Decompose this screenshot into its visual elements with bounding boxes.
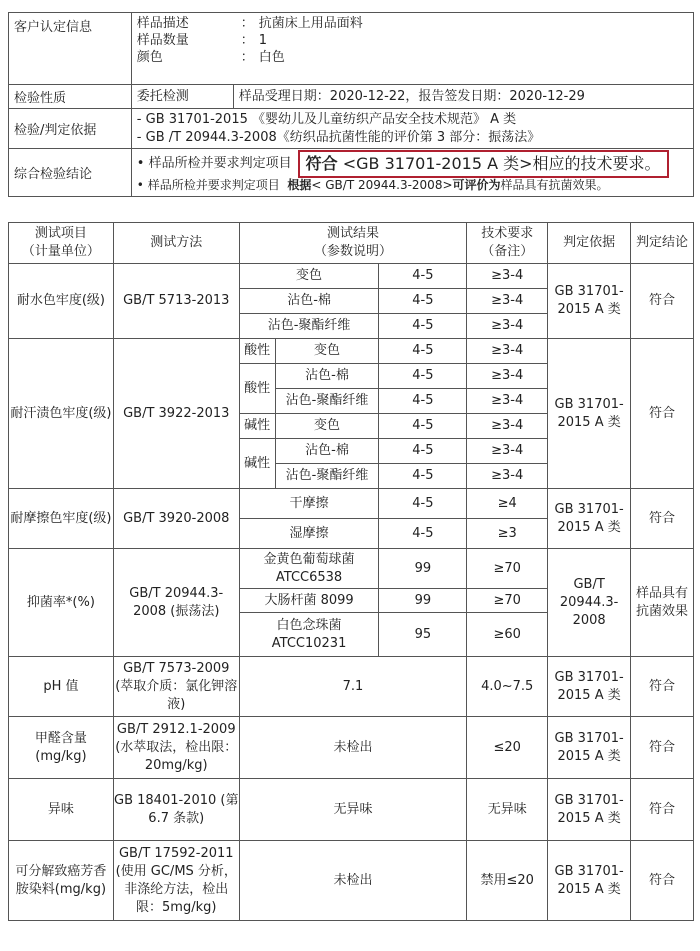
sep: ： [240, 16, 254, 31]
requirement: ≥3-4 [467, 439, 548, 464]
value: 4-5 [379, 364, 467, 389]
odor-value: 无异味 [239, 779, 467, 841]
inspection-dates: 样品受理日期：2020-12-22，报告签发日期：2020-12-29 [238, 89, 585, 104]
odor-item: 异味 [9, 779, 114, 841]
amine-value: 未检出 [239, 841, 467, 921]
antibac-item: 抑菌率*(%) [9, 549, 114, 657]
inspection-type-label: 检验性质 [9, 85, 132, 109]
param: 变色 [275, 414, 379, 439]
formaldehyde-basis: GB 31701-2015 A 类 [548, 717, 631, 779]
header-result: 测试结果 （参数说明） [239, 223, 467, 264]
conclusion-highlight-box [298, 150, 669, 178]
header-method: 测试方法 [113, 223, 239, 264]
formaldehyde-conclusion: 符合 [631, 717, 694, 779]
value: 4-5 [379, 389, 467, 414]
bullet: • [136, 156, 145, 171]
requirement: ≥70 [467, 589, 548, 613]
param: 湿摩擦 [239, 519, 379, 549]
antibac-conclusion: 样品具有抗菌效果 [631, 549, 694, 657]
requirement: ≥3-4 [467, 264, 548, 289]
param: 沾色-聚酯纤维 [275, 389, 379, 414]
param: 变色 [239, 264, 379, 289]
value: 4-5 [379, 264, 467, 289]
inspection-type-cell [131, 85, 693, 109]
amine-item: 可分解致癌芳香胺染料(mg/kg) [9, 841, 114, 921]
odor-requirement: 无异味 [467, 779, 548, 841]
param: 沾色-棉 [275, 439, 379, 464]
odor-conclusion: 符合 [631, 779, 694, 841]
requirement: ≥3-4 [467, 364, 548, 389]
sep: ： [240, 33, 254, 48]
value: 95 [379, 613, 467, 657]
param: 干摩擦 [239, 489, 379, 519]
value: 4-5 [379, 464, 467, 489]
header-row [9, 223, 694, 264]
sweat-basis: GB 31701-2015 A 类 [548, 339, 631, 489]
sweat-conclusion: 符合 [631, 339, 694, 489]
sep: ： [240, 50, 254, 65]
requirement: ≥3-4 [467, 389, 548, 414]
value: 4-5 [379, 314, 467, 339]
customer-info-values [131, 13, 693, 85]
basis-line-2: - GB /T 20944.3-2008《纺织品抗菌性能的评价第 3 部分：振荡法》 [136, 129, 541, 145]
conclusion-2-prefix: 样品所检并要求判定项目 [147, 178, 280, 192]
amine-requirement: 禁用≤20 [467, 841, 548, 921]
amine-method: GB/T 17592-2011 (使用 GC/MS 分析，非涤纶方法，检出限：5mg/kg) [113, 841, 239, 921]
conclusion-values [131, 149, 693, 197]
requirement: ≥4 [467, 489, 548, 519]
conclusion-2-bold-2: 可评价为 [452, 178, 501, 192]
param: 大肠杆菌 8099 [239, 589, 379, 613]
qty-value: 1 [258, 33, 268, 48]
ph-method: GB/T 7573-2009 (萃取介质：氯化钾溶液) [113, 657, 239, 717]
param: 白色念珠菌 ATCC10231 [239, 613, 379, 657]
value: 99 [379, 549, 467, 589]
header-item: 测试项目 （计量单位） [9, 223, 114, 264]
antibac-method: GB/T 20944.3-2008 (振荡法) [113, 549, 239, 657]
conclusion-2-mid: < GB/T 20944.3-2008> [311, 178, 453, 192]
formaldehyde-requirement: ≤20 [467, 717, 548, 779]
value: 4-5 [379, 339, 467, 364]
requirement: ≥3-4 [467, 289, 548, 314]
inspection-type-value: 委托检测 [132, 85, 234, 108]
water-item: 耐水色牢度(级) [9, 264, 114, 339]
basis-label: 检验/判定依据 [9, 109, 132, 149]
acid-label: 酸性 [239, 339, 275, 364]
amine-basis: GB 31701-2015 A 类 [548, 841, 631, 921]
conclusion-1-bold: 符合 [305, 153, 338, 173]
ph-requirement: 4.0~7.5 [467, 657, 548, 717]
param: 沾色-棉 [239, 289, 379, 314]
water-conclusion: 符合 [631, 264, 694, 339]
formaldehyde-item: 甲醛含量 (mg/kg) [9, 717, 114, 779]
odor-basis: GB 31701-2015 A 类 [548, 779, 631, 841]
bullet: • [136, 178, 144, 192]
formaldehyde-method: GB/T 2912.1-2009 (水萃取法，检出限：20mg/kg) [113, 717, 239, 779]
ph-conclusion: 符合 [631, 657, 694, 717]
qty-key: 样品数量 [136, 33, 189, 48]
table-row [9, 339, 694, 364]
conclusion-label: 综合检验结论 [9, 149, 132, 197]
color-key: 颜色 [136, 50, 163, 65]
value: 4-5 [379, 414, 467, 439]
sweat-item: 耐汗渍色牢度(级) [9, 339, 114, 489]
value: 4-5 [379, 439, 467, 464]
antibac-basis: GB/T 20944.3-2008 [548, 549, 631, 657]
alkali-label: 碱性 [239, 414, 275, 439]
basis-line-1: - GB 31701-2015 《婴幼儿及儿童纺织产品安全技术规范》 A 类 [136, 111, 517, 127]
value: 4-5 [379, 289, 467, 314]
water-basis: GB 31701-2015 A 类 [548, 264, 631, 339]
alkali-label: 碱性 [239, 439, 275, 489]
table-row [9, 549, 694, 589]
desc-key: 样品描述 [136, 16, 189, 31]
table-row [9, 489, 694, 519]
table-row [9, 717, 694, 779]
header-conclusion: 判定结论 [631, 223, 694, 264]
ph-basis: GB 31701-2015 A 类 [548, 657, 631, 717]
requirement: ≥3-4 [467, 464, 548, 489]
ph-item: pH 值 [9, 657, 114, 717]
value: 99 [379, 589, 467, 613]
rub-item: 耐摩擦色牢度(级) [9, 489, 114, 549]
requirement: ≥3 [467, 519, 548, 549]
param: 沾色-聚酯纤维 [275, 464, 379, 489]
param: 沾色-棉 [275, 364, 379, 389]
color-value: 白色 [258, 50, 285, 65]
param: 金黄色葡萄球菌 ATCC6538 [239, 549, 379, 589]
table-row [9, 264, 694, 289]
param: 沾色-聚酯纤维 [239, 314, 379, 339]
rub-method: GB/T 3920-2008 [113, 489, 239, 549]
table-row [9, 841, 694, 921]
requirement: ≥3-4 [467, 339, 548, 364]
conclusion-1-rest: <GB 31701-2015 A 类>相应的技术要求。 [342, 153, 661, 173]
requirement: ≥70 [467, 549, 548, 589]
value: 4-5 [379, 489, 467, 519]
formaldehyde-value: 未检出 [239, 717, 467, 779]
table-row [9, 657, 694, 717]
conclusion-2-rest: 样品具有抗菌效果。 [500, 178, 609, 192]
sample-info-table [8, 12, 694, 197]
sweat-method: GB/T 3922-2013 [113, 339, 239, 489]
conclusion-1-prefix: 样品所检并要求判定项目 [148, 156, 292, 171]
basis-values [131, 109, 693, 149]
header-basis: 判定依据 [548, 223, 631, 264]
rub-conclusion: 符合 [631, 489, 694, 549]
ph-value: 7.1 [239, 657, 467, 717]
requirement: ≥3-4 [467, 414, 548, 439]
conclusion-2-bold-1: 根据 [287, 178, 312, 192]
customer-info-label: 客户认定信息 [9, 13, 132, 85]
acid-label: 酸性 [239, 364, 275, 414]
desc-value: 抗菌床上用品面料 [258, 16, 363, 31]
header-requirement: 技术要求 （备注） [467, 223, 548, 264]
rub-basis: GB 31701-2015 A 类 [548, 489, 631, 549]
table-row [9, 779, 694, 841]
water-method: GB/T 5713-2013 [113, 264, 239, 339]
test-results-table [8, 222, 694, 921]
requirement: ≥3-4 [467, 314, 548, 339]
param: 变色 [275, 339, 379, 364]
odor-method: GB 18401-2010 (第 6.7 条款) [113, 779, 239, 841]
requirement: ≥60 [467, 613, 548, 657]
amine-conclusion: 符合 [631, 841, 694, 921]
value: 4-5 [379, 519, 467, 549]
